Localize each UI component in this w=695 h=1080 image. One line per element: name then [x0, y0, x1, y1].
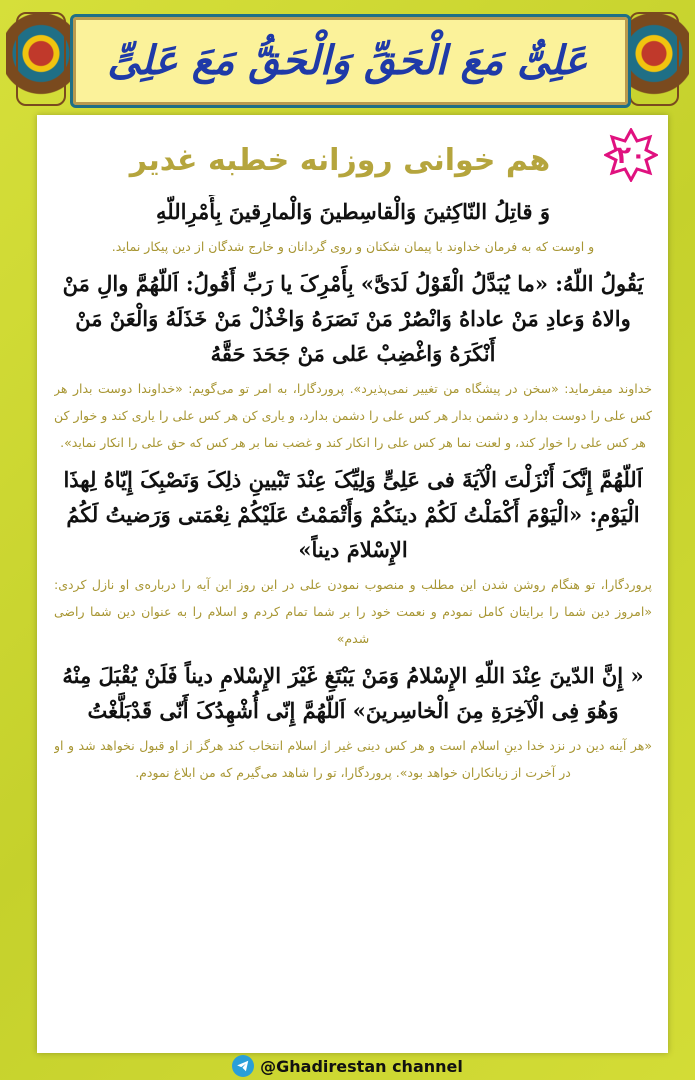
persian-translation-1: و اوست که به فرمان خداوند با پیمان شکنان و روی گردانان و خارج شدگان از دین پیکار نماید. — [111, 239, 595, 254]
persian-translation-2: خداوند میفرماید: «سخن در پیشگاه من تغییر نمی‌پذیرد». پروردگارا، به امر تو می‌گویم: «خداوندا دوست بدار هر کس علی را دوست بدارد و دشمن بدار هر کس علی را دشمن بدارد، و یاری کن هر کس علی را یاری کند و خوار کن هر کس علی را خوار کند، و لعنت نما هر کس علی را انکار کند و غضب نما بر هر کس که حق علی را انکار نماید». — [54, 381, 652, 450]
persian-translation-3: پروردگارا، تو هنگام روشن شدن این مطلب و منصوب نمودن علی در این روز این آیه را درباره‌ی او نازل کردی: «امروز دین شما را برایتان کامل نمودم و نعمت خود را بر شما تمام کردم و اسلام را به عنوان دین شما راضی شدم» — [54, 577, 652, 646]
arabic-passage-1: وَ قاتِلُ النّاكِثینَ وَالْقاسِطینَ وَالْمارِقینَ بِأَمْرِاللّهِ — [156, 199, 550, 224]
arabic-passage-4: « إِنَّ الدّینَ عِنْدَ اللّهِ الإِسْلامُ وَمَنْ یَبْتَغِ غَیْرَ الإِسْلامِ دیناً فَلَنْ یُقْبَلَ مِنْهُ وَهُوَ فِی الْآخِرَةِ مِنَ الْخاسِرینَ» اَللّهُمَّ إِنّی أُشْهِدُکَ أَنّی قَدْبَلَّغْتُ — [62, 663, 644, 723]
banner-title: عَلِیٌّ مَعَ الْحَقِّ وَالْحَقُّ مَعَ عَلِیٍّ — [107, 36, 588, 84]
day-badge — [604, 128, 658, 182]
footer — [0, 1052, 695, 1080]
arabic-passage-3: اَللّهُمَّ إِنَّکَ أَنْزَلْتَ الْآیَةَ فی عَلِیٍّ وَلِیِّکَ عِنْدَ تَبْیینِ ذلِکَ وَنَصْبِکَ إِیّاهُ لِهذَا الْیَوْمِ: «الْیَوْمَ أَکْمَلْتُ لَکُمْ دینَکُمْ وَأَتْمَمْتُ عَلَیْکُمْ نِعْمَتی وَرَضیتُ لَکُمُ الإِسْلامَ دیناً» — [63, 467, 643, 562]
arabic-passage-2: یَقُولُ اللّهُ: «ما یُبَدَّلُ الْقَوْلُ لَدَیَّ» بِأَمْرِکَ یا رَبِّ أَقُولُ: اَللّهُمَّ والِ مَنْ والاهُ وَعادِ مَنْ عاداهُ وَانْصُرْ مَنْ نَصَرَهُ وَاخْذُلْ مَنْ خَذَلَهُ وَالْعَنْ مَنْ أَنْكَرَهُ وَاغْضِبْ عَلی مَنْ جَحَدَ حَقَّهُ — [62, 271, 644, 366]
telegram-icon[interactable] — [232, 1055, 254, 1077]
ornament-left-icon — [6, 4, 76, 114]
sermon-content — [54, 195, 652, 1045]
page-heading: هم خوانی روزانه خطبه غدیر — [129, 143, 551, 178]
channel-link[interactable]: @Ghadirestan channel — [260, 1056, 463, 1076]
persian-translation-4: «هر آینه دین در نزد خدا دینِ اسلام است و هر کس دینی غیر از اسلام انتخاب کند هرگز از او قبول نخواهد شد و او در آخرت از زیانکاران خواهد بود». پروردگارا، تو را شاهد می‌گیرم که من ابلاغ نمودم. — [54, 738, 652, 780]
badge-number: ۲۰ — [616, 141, 646, 169]
